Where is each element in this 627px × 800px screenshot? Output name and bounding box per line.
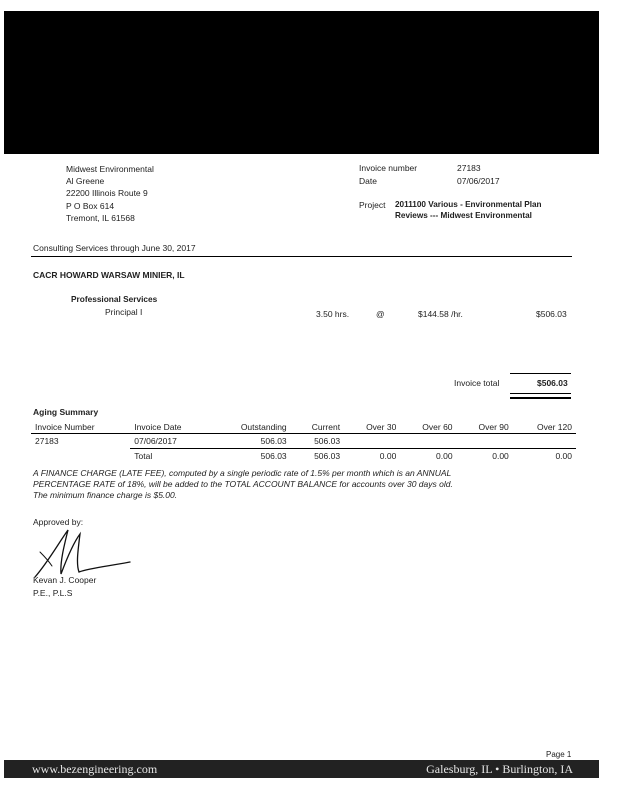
aging-cell: 506.03	[260, 436, 287, 446]
section-title: CACR HOWARD WARSAW MINIER, IL	[33, 270, 185, 280]
aging-header: Current	[291, 421, 344, 434]
approver-name: Kevan J. Cooper	[33, 575, 97, 585]
total-rule-top	[510, 373, 571, 374]
service-period: Consulting Services through June 30, 2017	[33, 243, 196, 253]
bill-to-contact: Al Greene	[66, 176, 105, 187]
aging-cell	[344, 434, 400, 449]
aging-total-cell: 506.03	[291, 449, 344, 464]
aging-cell	[513, 434, 576, 449]
approver-credentials: P.E., P.L.S	[33, 588, 73, 598]
aging-total-row	[31, 449, 576, 464]
footer-website: www.bezengineering.com	[32, 762, 158, 776]
page-number: Page 1	[546, 750, 572, 759]
aging-header-row	[31, 421, 576, 434]
aging-header: Invoice Date	[130, 421, 211, 434]
aging-title: Aging Summary	[33, 407, 99, 417]
aging-total-cell: Total	[130, 449, 211, 464]
approved-by-label: Approved by:	[33, 517, 84, 527]
aging-cell: 07/06/2017	[134, 436, 177, 446]
bill-to-city: Tremont, IL 61568	[66, 212, 135, 223]
service-hours: 3.50 hrs.	[316, 309, 350, 319]
service-amount: $506.03	[536, 309, 567, 319]
aging-header: Over 90	[457, 421, 513, 434]
services-heading: Professional Services	[71, 294, 158, 304]
service-rate: $144.58 /hr.	[418, 309, 463, 319]
finance-line: The minimum finance charge is $5.00.	[33, 490, 178, 500]
invoice-number: 27183	[457, 163, 481, 173]
aging-header: Invoice Number	[31, 421, 130, 434]
bill-to-address2: P O Box 614	[66, 200, 115, 211]
total-rule-double-2	[510, 397, 571, 399]
invoice-total-value: $506.03	[537, 378, 568, 388]
invoice-date-label: Date	[359, 176, 377, 186]
invoice-date: 07/06/2017	[457, 176, 500, 186]
finance-line: PERCENTAGE RATE of 18%, will be added to the TOTAL ACCOUNT BALANCE for accounts over 30 days old.	[33, 479, 453, 489]
finance-charge-notice	[33, 468, 503, 501]
service-at: @	[376, 309, 385, 319]
invoice-number-label: Invoice number	[359, 163, 418, 173]
aging-cell	[400, 434, 456, 449]
project-line2: Reviews --- Midwest Environmental	[395, 211, 532, 220]
service-description: Principal I	[105, 307, 143, 317]
aging-header: Outstanding	[212, 421, 291, 434]
aging-cell: 27183	[35, 436, 59, 447]
aging-total-cell: 0.00	[344, 449, 400, 464]
footer-locations: Galesburg, IL • Burlington, IA	[426, 762, 573, 776]
bill-to-company: Midwest Environmental	[66, 164, 154, 174]
aging-table	[31, 421, 576, 463]
bill-to-address1: 22200 Illinois Route 9	[66, 188, 148, 199]
redacted-letterhead	[4, 11, 599, 154]
aging-cell: 506.03	[314, 436, 341, 446]
aging-header: Over 60	[400, 421, 456, 434]
divider	[31, 256, 572, 257]
aging-header: Over 120	[513, 421, 576, 434]
total-rule-double-1	[510, 393, 571, 394]
aging-total-cell: 506.03	[212, 449, 291, 464]
aging-cell	[457, 434, 513, 449]
aging-row	[31, 434, 576, 449]
footer-bar	[4, 760, 599, 778]
aging-total-cell: 0.00	[400, 449, 456, 464]
invoice-total-label: Invoice total	[454, 378, 500, 388]
bill-to-block	[66, 163, 154, 224]
aging-total-cell	[31, 449, 130, 464]
finance-line: A FINANCE CHARGE (LATE FEE), computed by a single periodic rate of 1.5% per month which is an ANNUAL	[33, 468, 452, 478]
project-label: Project	[359, 200, 386, 210]
aging-header: Over 30	[344, 421, 400, 434]
aging-total-cell: 0.00	[457, 449, 513, 464]
project-line1: 2011100 Various - Environmental Plan	[395, 200, 542, 209]
aging-total-cell: 0.00	[513, 449, 576, 464]
